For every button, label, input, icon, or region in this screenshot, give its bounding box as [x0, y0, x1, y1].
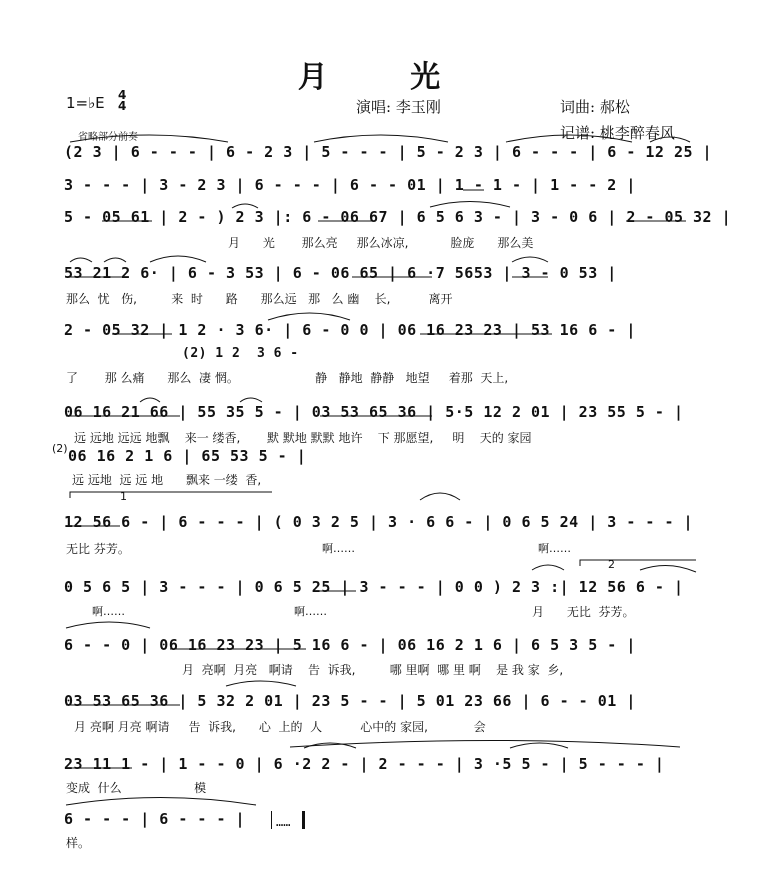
- score-line-5-alt: (2) 1 2 3 6 -: [182, 346, 299, 361]
- lyrics-line-5: 了 那 么痛 那么 凄 惘。 静 静地 静静 地望 着那 天上,: [66, 371, 509, 385]
- score-line-2: 3 - - - | 3 - 2 3 | 6 - - - | 6 - - 01 | 1 - 1 - | 1 - - 2 |: [64, 176, 636, 194]
- slur-line11: [226, 681, 296, 686]
- tie-line5: [268, 313, 350, 320]
- song-title: 月 光: [297, 60, 477, 95]
- lyrics-line-4: 那么 忧 伤, 来 时 路 那么远 那 么 幽 长, 离开: [66, 292, 453, 306]
- score-line-1: (2 3 | 6 - - - | 6 - 2 3 | 5 - - - | 5 - 2 3 | 6 - - - | 6 - 12 25 |: [64, 143, 713, 161]
- volta-1-bracket: [70, 492, 272, 498]
- slur-line6: [140, 398, 160, 402]
- slur-line8: [420, 493, 460, 500]
- lyrics-line-8: 无比 芬芳。: [66, 542, 130, 556]
- volta-2-label: 2: [608, 558, 615, 571]
- slur-line4-a: [70, 258, 92, 262]
- tie-line9: [640, 565, 696, 572]
- score-line-9: 0 5 6 5 | 3 - - - | 0 6 5 25 | 3 - - - | 0 0 ) 2 3 :| 12 56 6 - |: [64, 578, 684, 596]
- transcriber-credit: 记谱: 桃李醉春风: [560, 124, 675, 142]
- time-signature-bottom: 4: [118, 99, 127, 113]
- lyrics-line-10: 月 亮啊 月亮 啊请 告 诉我, 哪 里啊 哪 里 啊 是 我 家 乡,: [182, 663, 564, 677]
- score-line-12: 23 11 1 - | 1 - - 0 | 6 ·2 2 - | 2 - - - | 3 ·5 5 - | 5 - - - |: [64, 755, 665, 773]
- tie-line1-b: [506, 135, 632, 142]
- tie-line4-a: [150, 256, 206, 262]
- score-line-13: 6 - - - | 6 - - - |: [64, 810, 246, 828]
- vocalise-9a: 啊……: [92, 605, 125, 618]
- score-line-3: 5 - 05 61 | 2 - ) 2 3 |: 6 - 06 67 | 6 5 6 3 - | 3 - 0 6 | 2 - 05 32 |: [64, 208, 732, 226]
- intro-note: 省略部分前奏: [78, 132, 138, 143]
- lyrics-line-13: 样。: [66, 836, 91, 850]
- tie-line4-b: [512, 257, 548, 262]
- slur-line1-end: [650, 137, 690, 142]
- vocalise-8b: 啊……: [538, 542, 571, 555]
- score-line-11: 03 53 65 36 | 5 32 2 01 | 23 5 - - | 5 01 23 66 | 6 - - 01 |: [64, 692, 636, 710]
- alt-ending-marker: (2): [52, 442, 68, 455]
- score-line-8: 12 56 6 - | 6 - - - | ( 0 3 2 5 | 3 · 6 6 - | 0 6 5 24 | 3 - - - |: [64, 513, 694, 531]
- slur-line6-b: [240, 398, 262, 402]
- score-line-6: 06 16 21 66 | 55 35 5 - | 03 53 65 36 | 5·5 12 2 01 | 23 55 5 - |: [64, 403, 684, 421]
- tie-line13: [66, 798, 256, 806]
- score-line-4: 53 21 2 6· | 6 - 3 53 | 6 - 06 65 | 6 ·7 5653 | 3 - 0 53 |: [64, 264, 617, 282]
- vocalise-9b: 啊……: [294, 605, 327, 618]
- volta-2-bracket: [580, 560, 696, 566]
- tie-line3: [430, 202, 510, 208]
- slur-line4-b: [104, 258, 126, 262]
- slur-line9: [532, 565, 564, 570]
- lyrics-line-9: 月 无比 芬芳。: [532, 605, 635, 619]
- vocalise-8a: 啊……: [322, 542, 355, 555]
- key-signature: 1=♭E: [66, 94, 105, 112]
- tie-line10: [66, 622, 150, 628]
- lyrics-line-11: 月 亮啊 月亮 啊请 告 诉我, 心 上的 人 心中的 家园, 会: [74, 720, 486, 734]
- score-line-10: 6 - - 0 | 06 16 23 23 | 5 16 6 - | 06 16 2 1 6 | 6 5 3 5 - |: [64, 636, 636, 654]
- volta-1-label: 1: [120, 490, 127, 503]
- slur-intro: [70, 135, 228, 142]
- lyrics-line-3: 月 光 那么亮 那么冰凉, 脸庞 那么美: [228, 236, 534, 250]
- lyrics-line-7: 远 远地 远 远 地 飘来 一缕 香,: [72, 473, 262, 487]
- singer-credit: 演唱: 李玉刚: [356, 98, 441, 116]
- score-line-7: 06 16 2 1 6 | 65 53 5 - |: [68, 447, 307, 465]
- tie-line1-a: [314, 135, 448, 142]
- score-line-5: 2 - 05 32 | 1 2 · 3 6· | 6 - 0 0 | 06 16 23 23 | 53 16 6 - |: [64, 321, 636, 339]
- slur-line12-b: [510, 743, 568, 748]
- time-signature-top: 4: [118, 88, 127, 102]
- lyrics-line-12: 变成 什么 模: [66, 781, 207, 795]
- composer-credit: 词曲: 郝松: [560, 98, 630, 116]
- lyrics-line-6: 远 远地 远远 地飘 来一 缕香, 默 默地 默默 地许 下 那愿望, 明 天的 家园: [74, 431, 532, 445]
- end-ellipsis: ……: [276, 815, 291, 829]
- slur-line3: [232, 204, 258, 208]
